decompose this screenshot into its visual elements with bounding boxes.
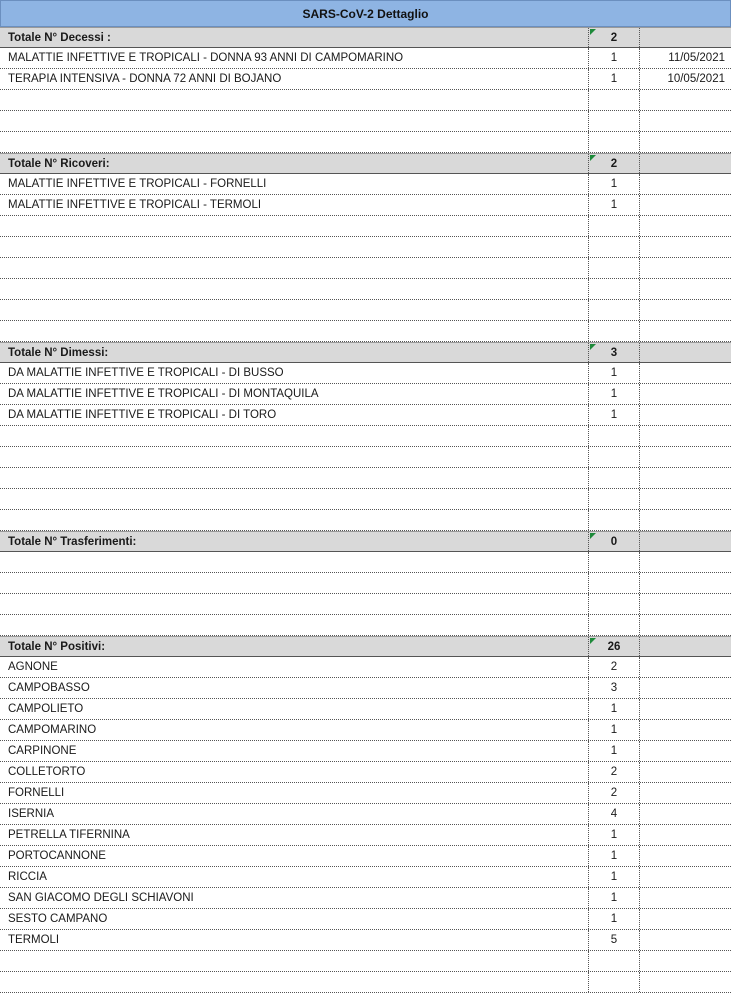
empty-row [0, 468, 731, 489]
row-count: 1 [588, 909, 639, 929]
empty-row [0, 321, 731, 342]
row-description: SAN GIACOMO DEGLI SCHIAVONI [8, 892, 194, 904]
section-label: Totale N° Ricoveri: [8, 157, 110, 170]
row-count: 1 [588, 825, 639, 845]
row-description: AGNONE [8, 661, 58, 673]
row-description: SESTO CAMPANO [8, 913, 108, 925]
empty-row [0, 258, 731, 279]
section-header-decessi [0, 27, 731, 48]
empty-row [0, 300, 731, 321]
table-row [0, 384, 731, 405]
empty-row [0, 552, 731, 573]
empty-cell [639, 154, 731, 173]
row-count: 1 [588, 48, 639, 68]
table-row [0, 846, 731, 867]
empty-row [0, 132, 731, 153]
empty-row [0, 615, 731, 636]
row-description: TERAPIA INTENSIVA - DONNA 72 ANNI DI BOJANO [8, 73, 282, 85]
empty-row [0, 972, 731, 993]
row-description: CARPINONE [8, 745, 77, 757]
row-count: 1 [588, 405, 639, 425]
row-description: DA MALATTIE INFETTIVE E TROPICALI - DI TORO [8, 409, 277, 421]
row-count: 2 [588, 762, 639, 782]
empty-row [0, 237, 731, 258]
row-count: 1 [588, 174, 639, 194]
section-total: 2 [588, 154, 639, 173]
section-label: Totale N° Trasferimenti: [8, 535, 137, 548]
row-count: 1 [588, 720, 639, 740]
table-row [0, 195, 731, 216]
table-row [0, 678, 731, 699]
row-description: MALATTIE INFETTIVE E TROPICALI - TERMOLI [8, 199, 262, 211]
empty-cell [639, 28, 731, 47]
error-indicator-icon [590, 155, 596, 161]
row-count: 2 [588, 783, 639, 803]
row-count: 1 [588, 384, 639, 404]
row-count: 1 [588, 69, 639, 89]
error-indicator-icon [590, 533, 596, 539]
empty-row [0, 447, 731, 468]
table-row [0, 867, 731, 888]
row-description: CAMPOLIETO [8, 703, 84, 715]
row-count: 1 [588, 888, 639, 908]
row-count: 1 [588, 846, 639, 866]
row-description: ISERNIA [8, 808, 55, 820]
section-total: 26 [588, 637, 639, 656]
row-count: 1 [588, 195, 639, 215]
table-row [0, 930, 731, 951]
section-total: 3 [588, 343, 639, 362]
empty-row [0, 216, 731, 237]
table-row [0, 909, 731, 930]
row-count: 1 [588, 867, 639, 887]
table-row [0, 825, 731, 846]
empty-row [0, 594, 731, 615]
empty-row [0, 279, 731, 300]
table-row [0, 657, 731, 678]
row-description: TERMOLI [8, 934, 60, 946]
row-description: CAMPOMARINO [8, 724, 97, 736]
row-description: PETRELLA TIFERNINA [8, 829, 130, 841]
empty-row [0, 489, 731, 510]
section-header-dimessi [0, 342, 731, 363]
row-count: 1 [588, 363, 639, 383]
section-header-ricoveri [0, 153, 731, 174]
row-description: MALATTIE INFETTIVE E TROPICALI - DONNA 93 ANNI DI CAMPOMARINO [8, 52, 404, 64]
empty-row [0, 951, 731, 972]
table-row [0, 699, 731, 720]
section-header-trasferimenti [0, 531, 731, 552]
error-indicator-icon [590, 344, 596, 350]
row-description: RICCIA [8, 871, 47, 883]
table-row [0, 720, 731, 741]
row-count: 4 [588, 804, 639, 824]
section-label: Totale N° Decessi : [8, 31, 111, 44]
row-description: FORNELLI [8, 787, 65, 799]
row-description: DA MALATTIE INFETTIVE E TROPICALI - DI BUSSO [8, 367, 284, 379]
empty-cell [639, 637, 731, 656]
section-total: 0 [588, 532, 639, 551]
row-count: 1 [588, 699, 639, 719]
table-row [0, 363, 731, 384]
row-description: PORTOCANNONE [8, 850, 106, 862]
table-row [0, 405, 731, 426]
empty-cell [639, 532, 731, 551]
row-count: 3 [588, 678, 639, 698]
table-row [0, 804, 731, 825]
empty-row [0, 111, 731, 132]
table-row [0, 69, 731, 90]
table-row [0, 174, 731, 195]
row-count: 2 [588, 657, 639, 677]
row-description: MALATTIE INFETTIVE E TROPICALI - FORNELLI [8, 178, 267, 190]
empty-row [0, 90, 731, 111]
table-row [0, 741, 731, 762]
row-count: 1 [588, 741, 639, 761]
table-row [0, 783, 731, 804]
row-description: CAMPOBASSO [8, 682, 90, 694]
error-indicator-icon [590, 29, 596, 35]
section-label: Totale N° Dimessi: [8, 346, 109, 359]
row-description: DA MALATTIE INFETTIVE E TROPICALI - DI MONTAQUILA [8, 388, 319, 400]
empty-row [0, 573, 731, 594]
empty-cell [639, 343, 731, 362]
table-row [0, 48, 731, 69]
section-total: 2 [588, 28, 639, 47]
table-row [0, 762, 731, 783]
table-row [0, 888, 731, 909]
section-header-positivi [0, 636, 731, 657]
empty-row [0, 426, 731, 447]
empty-row [0, 510, 731, 531]
row-date: 10/05/2021 [639, 69, 731, 89]
row-date: 11/05/2021 [639, 48, 731, 68]
row-description: COLLETORTO [8, 766, 86, 778]
error-indicator-icon [590, 638, 596, 644]
report-title: SARS-CoV-2 Dettaglio [0, 0, 731, 27]
row-count: 5 [588, 930, 639, 950]
section-label: Totale N° Positivi: [8, 640, 106, 653]
